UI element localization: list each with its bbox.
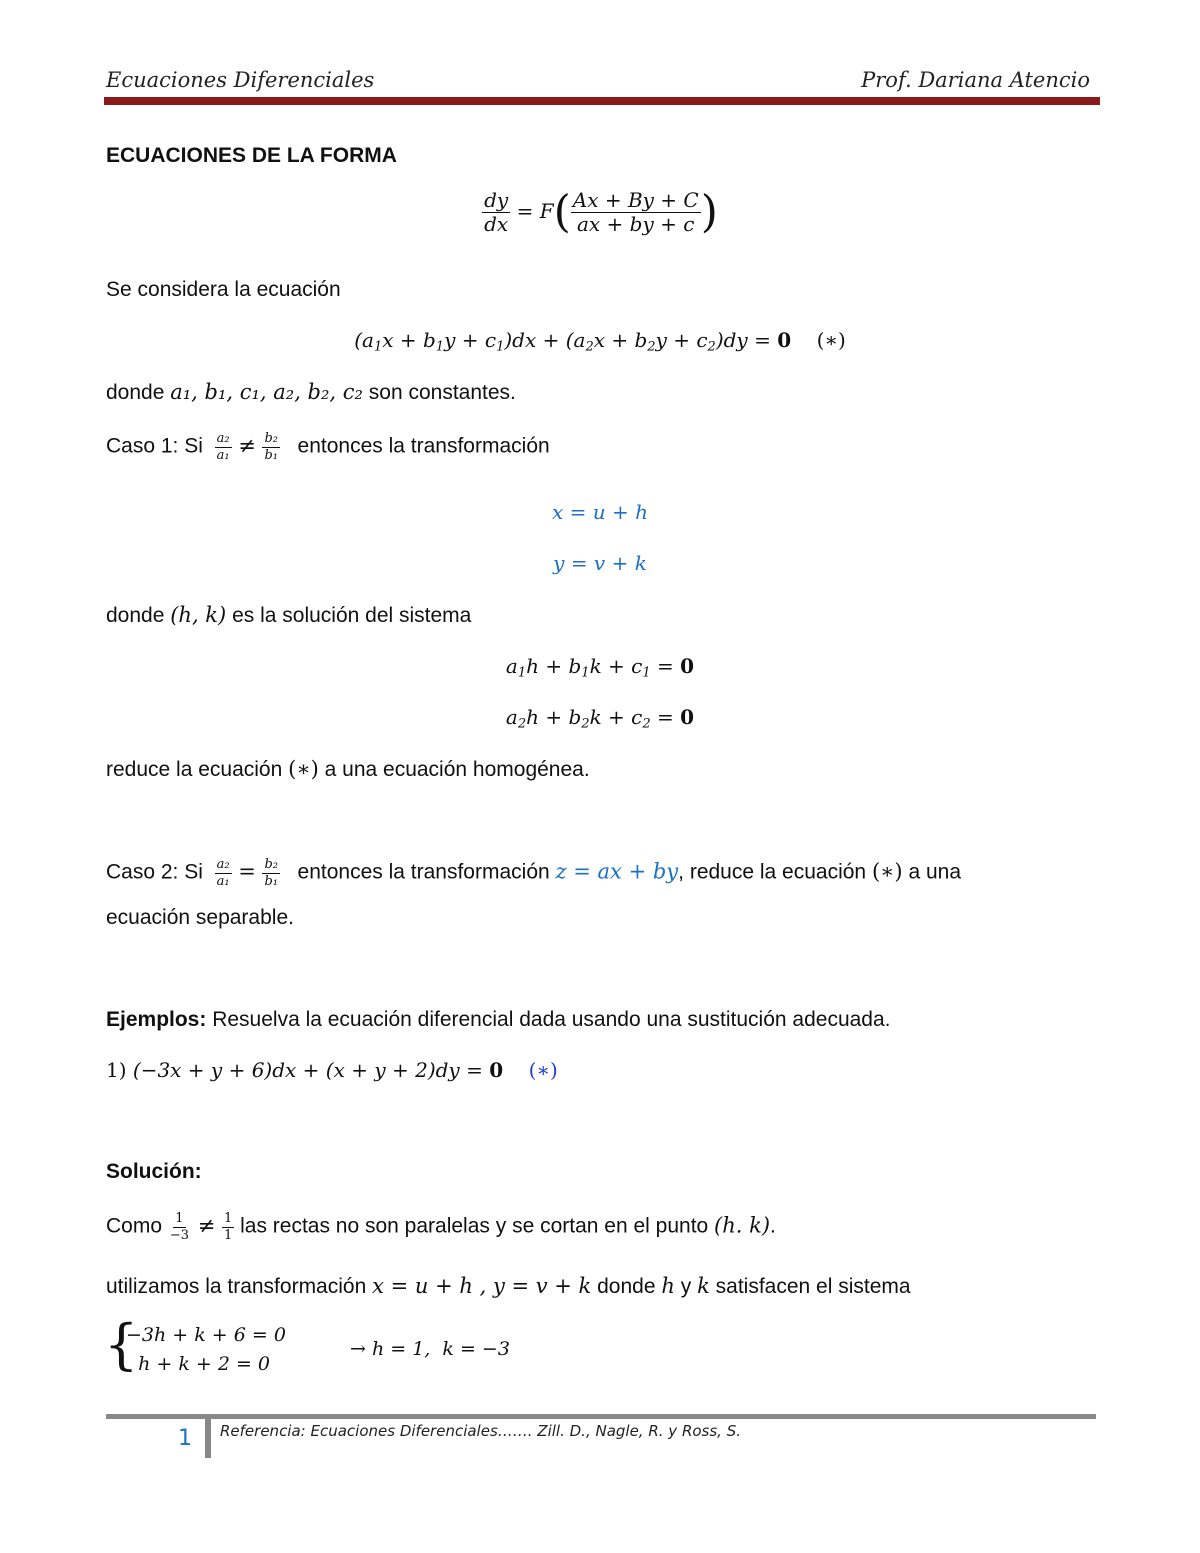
como-line: Como $\frac{1}{-3}$ ≠ $\frac{1}{1}$ las rectas no son paralelas y se cortan en el punto (h. k). xyxy=(106,1211,776,1243)
utilizamos-line: utilizamos la transformación x = u + h , y = v + k donde h y k satisfacen el sistema xyxy=(106,1274,911,1298)
header-rule xyxy=(104,97,1100,105)
ejemplos-label: Ejemplos: xyxy=(106,1008,207,1031)
system2-result: → h = 1, k = −3 xyxy=(350,1338,510,1360)
rhs-numerator: Ax + By + C xyxy=(572,188,699,212)
footer-reference: Referencia: Ecuaciones Diferenciales……. Zill. D., Nagle, R. y Ross, S. xyxy=(220,1422,742,1440)
lhs-numerator: dy xyxy=(484,188,509,212)
main-equation: $\frac{dy}{dx}$ = F( $\frac{Ax + By + C}{ax + by + c}$ ) xyxy=(484,186,718,238)
transform-y: y = v + k xyxy=(553,551,647,575)
footer-divider xyxy=(205,1414,211,1458)
system1-eq2: $a_2h + b_2k + c_2 = 0$ xyxy=(505,705,695,732)
page-number: 1 xyxy=(178,1426,192,1451)
ejemplos-line: Ejemplos: Resuelva la ecuación diferencial dada usando una sustitución adecuada. xyxy=(106,1008,891,1031)
left-brace: { xyxy=(104,1313,139,1376)
solucion-label: Solución: xyxy=(106,1160,202,1183)
header-right: Prof. Dariana Atencio xyxy=(861,68,1090,92)
rhs-denominator: ax + by + c xyxy=(577,212,695,236)
system2-eq1: −3h + k + 6 = 0 xyxy=(126,1324,286,1346)
page-title: ECUACIONES DE LA FORMA xyxy=(106,144,397,167)
star-label: (∗) xyxy=(816,328,846,352)
consider-text: Se considera la ecuación xyxy=(106,278,341,301)
transform-x: x = u + h xyxy=(552,500,648,524)
caso2-line2: ecuación separable. xyxy=(106,906,294,929)
system2-eq2: h + k + 2 = 0 xyxy=(126,1353,271,1375)
footer-rule xyxy=(106,1414,1096,1419)
equals-f: = F xyxy=(516,199,554,223)
caso2-z-transform: z = ax + by xyxy=(555,859,679,884)
example1-equation: 1) (−3x + y + 6)dx + (x + y + 2)dy = 0 (∗) xyxy=(106,1058,558,1082)
caso2-line: Caso 2: Si $\frac{\text{a₂}}{\text{a₁}}$ = $\frac{\text{b₂}}{\text{b₁}}$ entonces la transformación z = ax + by, reduce la ecuación (∗) a una xyxy=(106,857,962,889)
constants-line: donde a₁, b₁, c₁, a₂, b₂, c₂ son constantes. xyxy=(106,380,516,404)
reduce1-line: reduce la ecuación (∗) a una ecuación homogénea. xyxy=(106,757,590,781)
constants-math: a₁, b₁, c₁, a₂, b₂, c₂ xyxy=(170,380,363,404)
equation-star: $(a_1x + b_1y + c_1)dx + (a_2x + b_2y + c_2)dy = 0$ (∗) xyxy=(354,328,846,355)
lhs-denominator: dx xyxy=(484,212,509,236)
header-left: Ecuaciones Diferenciales xyxy=(106,68,375,92)
caso1-line: Caso 1: Si $\frac{\text{a₂}}{\text{a₁}}$ ≠ $\frac{\text{b₂}}{\text{b₁}}$ entonces la transformación xyxy=(106,431,550,463)
donde-hk-line: donde (h, k) es la solución del sistema xyxy=(106,603,472,627)
system1-eq1: $a_1h + b_1k + c_1 = 0$ xyxy=(505,654,695,681)
